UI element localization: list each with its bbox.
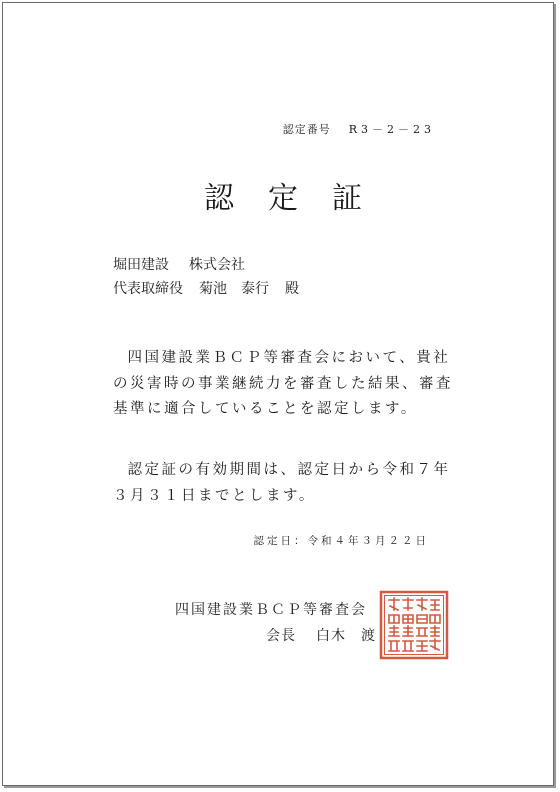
recipient-name-line	[113, 278, 299, 298]
certificate-page	[2, 2, 554, 786]
recipient-company-suffix: 株式会社	[189, 257, 245, 273]
issuer-representative	[266, 625, 376, 645]
body-paragraph-1: 四国建設業ＢＣＰ等審査会において、貴社の災害時の事業継続力を審査した結果、審査基準に適合していることを認定します。	[113, 350, 453, 417]
recipient-name: 菊池 泰行	[199, 281, 269, 297]
issuer-organization: 四国建設業ＢＣＰ等審査会	[175, 602, 367, 618]
certification-date: 認定日：令和４年３月２２日	[253, 535, 429, 547]
recipient-company-name: 堀田建設	[113, 257, 169, 273]
recipient-honorific: 殿	[285, 281, 299, 297]
issuer-name: 白木 渡	[316, 628, 376, 644]
certificate-number-value: R3－2－23	[348, 123, 435, 136]
certificate-number-line	[283, 121, 435, 137]
issuer-title: 会長	[266, 628, 296, 644]
official-seal-icon	[379, 590, 449, 660]
recipient-company	[113, 254, 245, 274]
recipient-position: 代表取締役	[113, 281, 183, 297]
seal-glyph-strokes	[389, 598, 440, 651]
certificate-title: 認定証	[204, 181, 396, 216]
body-paragraph-2: 認定証の有効期間は、認定日から令和７年３月３１日までとします。	[113, 462, 451, 504]
certificate-number-label: 認定番号	[282, 123, 331, 136]
